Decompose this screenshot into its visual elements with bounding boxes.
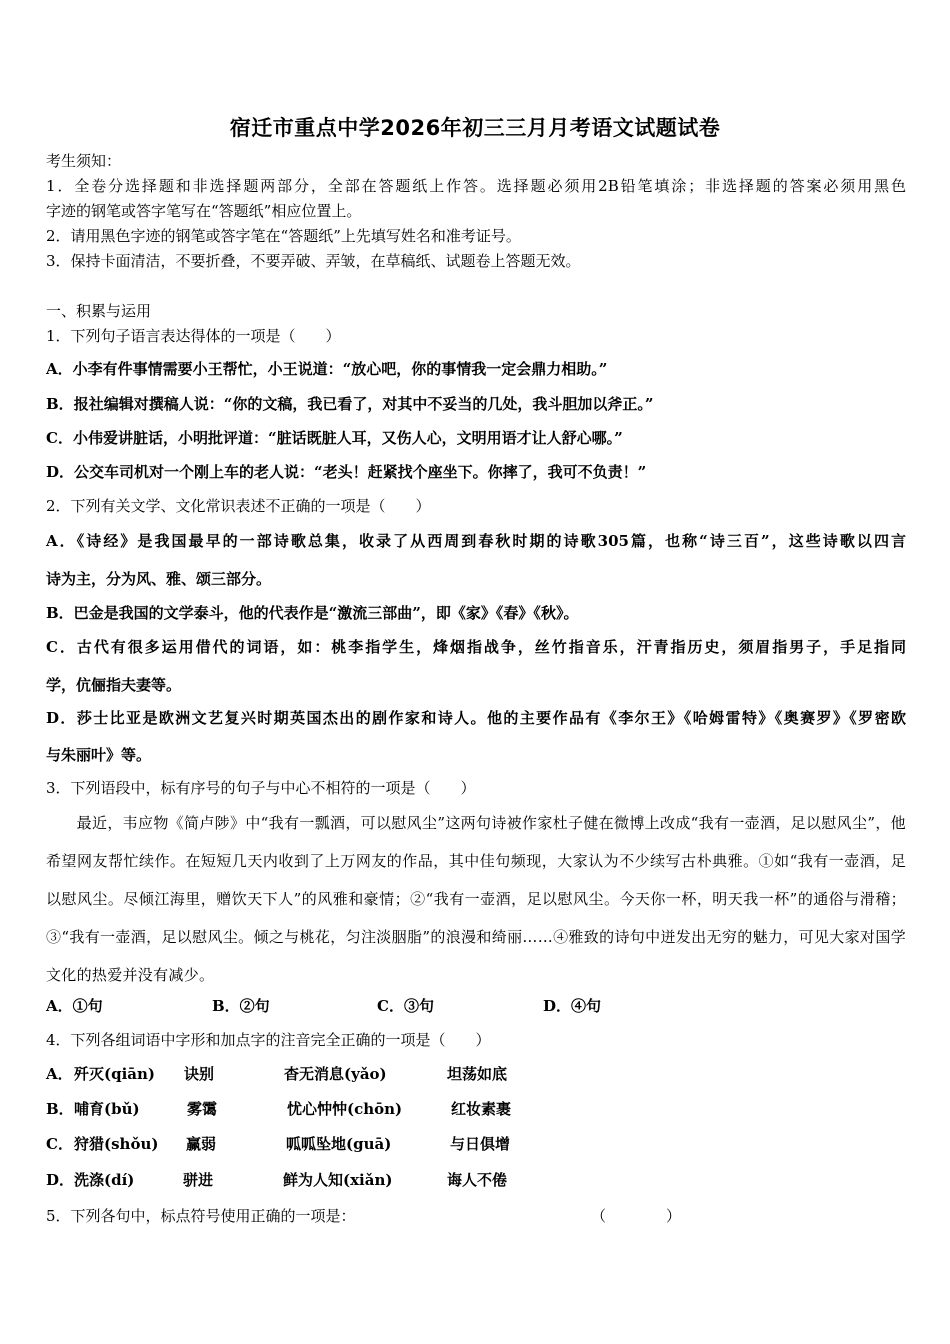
question-2-option-a-cont: 诗为主，分为风、雅、颂三部分。 [46,570,272,588]
notice-item: 字迹的钢笔或答字笔写在“答题纸”相应位置上。 [46,202,362,220]
question-3-option-b: B．②句 [212,997,270,1015]
section-heading: 一、积累与运用 [46,302,152,320]
question-3-stem: 3．下列语段中，标有序号的句子与中心不相符的一项是（ ） [46,779,476,797]
question-1-option-d: D．公交车司机对一个刚上车的老人说：“老头！赶紧找个座坐下。你摔了，我可不负责！” [46,463,647,481]
notice-item: 3．保持卡面清洁，不要折叠，不要弄破、弄皱，在草稿纸、试题卷上答题无效。 [46,252,581,270]
notice-item: 1．全卷分选择题和非选择题两部分，全部在答题纸上作答。选择题必须用2B铅笔填涂；非选择题的答案必须用黑色 [46,177,906,195]
question-2-stem: 2．下列有关文学、文化常识表述不正确的一项是（ ） [46,497,431,515]
notice-heading: 考生须知： [46,152,122,170]
exam-page: 宿迁市重点中学2026年初三三月月考语文试题试卷 考生须知： 1．全卷分选择题和非选择题两部分，全部在答题纸上作答。选择题必须用2B铅笔填涂；非选择题的答案必须用黑色 字迹的钢笔或答字笔写在“答题纸”相应位置上。 2．请用黑色字迹的钢笔或答字笔在“答题纸”上先填写姓名和准考证号。 3．保持卡面清洁，不要折叠，不要弄破、弄皱，在草稿纸、试题卷上答题无效。 一、积累与运用 1．下列句子语言表达得体的一项是（ ） A．小李有件事情需要小王帮忙，小王说道：“放心吧，你的事情我一定会鼎力相助。” B．报社编辑对撰稿人说：“你的文稿，我已看了，对其中不妥当的几处，我斗胆加以斧正。” C．小伟爱讲脏话，小明批评道：“脏话既脏人耳，又伤人心，文明用语才让人舒心哪。” D．公交车司机对一个刚上车的老人说：“老头！赶紧找个座坐下。你摔了，我可不负责！” 2．下列有关文学、文化常识表述不正确的一项是（ ） A．《诗经》是我国最早的一部诗歌总集，收录了从西周到春秋时期的诗歌305篇，也称“诗三百”，这些诗歌以四言 诗为主，分为风、雅、颂三部分。 B．巴金是我国的文学泰斗，他的代表作是“激流三部曲”，即《家》《春》《秋》。 C．古代有很多运用借代的词语，如：桃李指学生，烽烟指战争，丝竹指音乐，汗青指历史，须眉指男子，手足指同 学，伉俪指夫妻等。 D．莎士比亚是欧洲文艺复兴时期英国杰出的剧作家和诗人。他的主要作品有《李尔王》《哈姆雷特》《奥赛罗》《罗密欧 与朱丽叶》等。 3．下列语段中，标有序号的句子与中心不相符的一项是（ ） 最近，韦应物《简卢陟》中“我有一瓢酒，可以慰风尘”这两句诗被作家杜子健在微博上改成“我有一壶酒，足以慰风尘”，他希望网友帮忙续作。在短短几天内收到了上万网友的作品，其中佳句频现，大家认为不少续写古朴典雅。①如“我有一壶酒，足以慰风尘。尽倾江海里，赠饮天下人”的风雅和豪情；②“我有一壶酒，足以慰风尘。今天你一杯，明天我一杯”的通俗与滑稽；③“我有一壶酒，足以慰风尘。倾之与桃花，匀注淡胭脂”的浪漫和绮丽……④雅致的诗句中迸发出无穷的魅力，可见大家对国学文化的热爱并没有减少。 A．①句 B．②句 C．③句 D．④句 4．下列各组词语中字形和加点字的注音完全正确的一项是（ ） A． 歼灭(qiān) 诀别 杳无消息(yǎo) 坦荡如底 B． 哺育(bǔ) 雾霭 忧心忡忡(chōn) 红妆素裹 C． 狩猎(shǒu) 赢弱 呱呱坠地(guā) 与日俱增 D． 洗涤(dí) 骈进 鲜为人知(xiǎn) 诲人不倦 5．下列各句中，标点符号使用正确的一项是： （ ） [0,0,950,1344]
question-1-option-a: A．小李有件事情需要小王帮忙，小王说道：“放心吧，你的事情我一定会鼎力相助。” [46,360,608,378]
question-3-passage: 最近，韦应物《简卢陟》中“我有一瓢酒，可以慰风尘”这两句诗被作家杜子健在微博上改成“我有一壶酒，足以慰风尘”，他希望网友帮忙续作。在短短几天内收到了上万网友的作品，其中佳句频现，大家认为不少续写古朴典雅。①如“我有一壶酒，足以慰风尘。尽倾江海里，赠饮天下人”的风雅和豪情；②“我有一壶酒，足以慰风尘。今天你一杯，明天我一杯”的通俗与滑稽；③“我有一壶酒，足以慰风尘。倾之与桃花，匀注淡胭脂”的浪漫和绮丽……④雅致的诗句中迸发出无穷的魅力，可见大家对国学文化的热爱并没有减少。 [46,814,906,984]
question-5-stem: 5．下列各句中，标点符号使用正确的一项是： [46,1207,356,1225]
question-1-stem: 1．下列句子语言表达得体的一项是（ ） [46,327,341,345]
question-1-option-c: C．小伟爱讲脏话，小明批评道：“脏话既脏人耳，又伤人心，文明用语才让人舒心哪。” [46,429,623,447]
question-2-option-d: D．莎士比亚是欧洲文艺复兴时期英国杰出的剧作家和诗人。他的主要作品有《李尔王》《哈姆雷特》《奥赛罗》《罗密欧 [46,709,906,727]
notice-item: 2．请用黑色字迹的钢笔或答字笔在“答题纸”上先填写姓名和准考证号。 [46,227,521,245]
question-3-option-c: C．③句 [377,997,434,1015]
question-2-option-c-cont: 学，伉俪指夫妻等。 [46,676,182,694]
page-title: 宿迁市重点中学2026年初三三月月考语文试题试卷 [229,116,721,140]
question-1-option-b: B．报社编辑对撰稿人说：“你的文稿，我已看了，对其中不妥当的几处，我斗胆加以斧正。” [46,395,654,413]
question-2-option-b: B．巴金是我国的文学泰斗，他的代表作是“激流三部曲”，即《家》《春》《秋》。 [46,604,579,622]
question-2-option-d-cont: 与朱丽叶》等。 [46,746,152,764]
question-3-option-d: D．④句 [543,997,602,1015]
question-2-option-a: A．《诗经》是我国最早的一部诗歌总集，收录了从西周到春秋时期的诗歌305篇，也称“诗三百”，这些诗歌以四言 [46,532,906,550]
question-2-option-c: C．古代有很多运用借代的词语，如：桃李指学生，烽烟指战争，丝竹指音乐，汗青指历史，须眉指男子，手足指同 [46,638,906,656]
question-4-stem: 4．下列各组词语中字形和加点字的注音完全正确的一项是（ ） [46,1031,491,1049]
answer-paren: （ ） [591,1207,682,1225]
question-3-option-a: A．①句 [46,997,103,1015]
